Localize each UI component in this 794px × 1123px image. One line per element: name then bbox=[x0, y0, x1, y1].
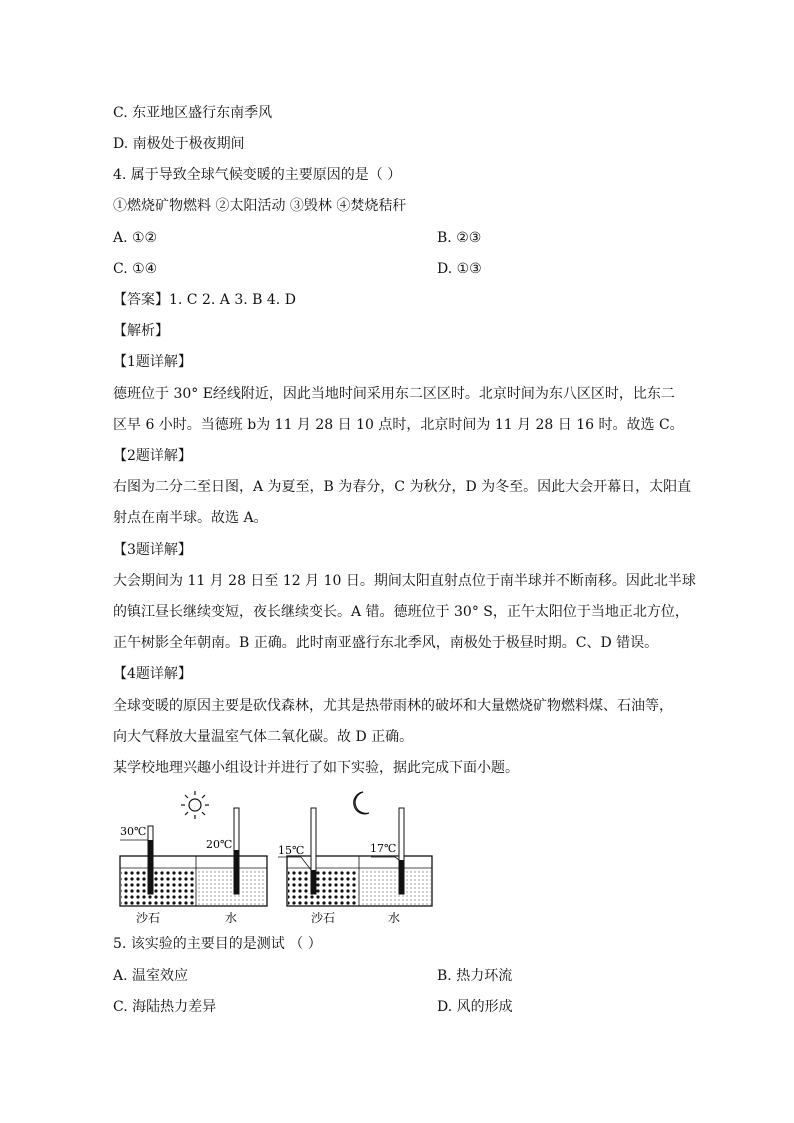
section-heading: 【2题详解】 bbox=[113, 448, 192, 464]
section-heading: 【3题详解】 bbox=[113, 542, 192, 558]
day-sand-label: 沙石 bbox=[135, 911, 161, 925]
night-water-label: 水 bbox=[387, 911, 401, 925]
section-line: 大会期间为 11 月 28 日至 12 月 10 日。期间太阳直射点位于南半球并不断南移。因此北半球 bbox=[113, 573, 696, 589]
night-sand-label: 沙石 bbox=[310, 911, 336, 925]
section-line: 德班位于 30° E经线附近，因此当地时间采用东二区区时。北京时间为东八区区时，比东二 bbox=[113, 386, 675, 402]
q4-option-c: C. ①④ bbox=[113, 261, 158, 277]
day-water-temp: 20℃ bbox=[206, 838, 233, 851]
q4-option-b: B. ②③ bbox=[437, 230, 482, 246]
day-sand-temp: 30℃ bbox=[120, 825, 147, 838]
section-line: 区早 6 小时。当德班 b为 11 月 28 日 10 点时，北京时间为 11 月 28 日 16 时。故选 C。 bbox=[113, 417, 684, 433]
section-heading: 【4题详解】 bbox=[113, 666, 192, 682]
q4-option-d: D. ①③ bbox=[437, 261, 482, 277]
q5-option-c: C. 海陆热力差异 bbox=[113, 999, 217, 1015]
section-line: 正午树影全年朝南。B 正确。此时南亚盛行东北季风，南极处于极昼时期。C、D 错误。 bbox=[113, 635, 659, 651]
day-container bbox=[120, 808, 267, 906]
experiment-diagram bbox=[105, 786, 445, 930]
sun-icon bbox=[181, 791, 209, 819]
analysis-label: 【解析】 bbox=[113, 323, 169, 339]
section-line: 右图为二分二至日图，A 为夏至，B 为春分，C 为秋分，D 为冬至。因此大会开幕日，太阳直 bbox=[113, 479, 692, 495]
passage-intro: 某学校地理兴趣小组设计并进行了如下实验，据此完成下面小题。 bbox=[113, 760, 519, 776]
q4-items: ①燃烧矿物燃料 ②太阳活动 ③毁林 ④焚烧秸秆 bbox=[113, 198, 407, 214]
section-line: 的镇江昼长继续变短，夜长继续变长。A 错。德班位于 30° S，正午太阳位于当地正北方位， bbox=[113, 604, 689, 620]
q4-stem: 4. 属于导致全球气候变暖的主要原因的是（ ） bbox=[113, 167, 402, 183]
q5-option-a: A. 温室效应 bbox=[113, 968, 189, 984]
section-line: 射点在南半球。故选 A。 bbox=[113, 510, 268, 526]
q5-option-d: D. 风的形成 bbox=[437, 999, 513, 1015]
answer-key: 【答案】1. C 2. A 3. B 4. D bbox=[113, 292, 296, 308]
moon-icon bbox=[354, 792, 369, 814]
q5-stem: 5. 该实验的主要目的是测试 （ ） bbox=[113, 936, 322, 952]
night-water-temp: 17℃ bbox=[370, 842, 397, 855]
section-line: 向大气释放大量温室气体二氧化碳。故 D 正确。 bbox=[113, 729, 414, 745]
section-heading: 【1题详解】 bbox=[113, 354, 192, 370]
q3-option-c: C. 东亚地区盛行东南季风 bbox=[113, 105, 273, 121]
day-water-label: 水 bbox=[224, 911, 238, 925]
section-line: 全球变暖的原因主要是砍伐森林，尤其是热带雨林的破坏和大量燃烧矿物燃料煤、石油等， bbox=[113, 698, 673, 714]
night-sand-temp: 15℃ bbox=[278, 844, 305, 857]
q5-option-b: B. 热力环流 bbox=[437, 968, 513, 984]
night-container bbox=[278, 808, 432, 906]
q4-option-a: A. ①② bbox=[113, 230, 158, 246]
q3-option-d: D. 南极处于极夜期间 bbox=[113, 136, 245, 152]
